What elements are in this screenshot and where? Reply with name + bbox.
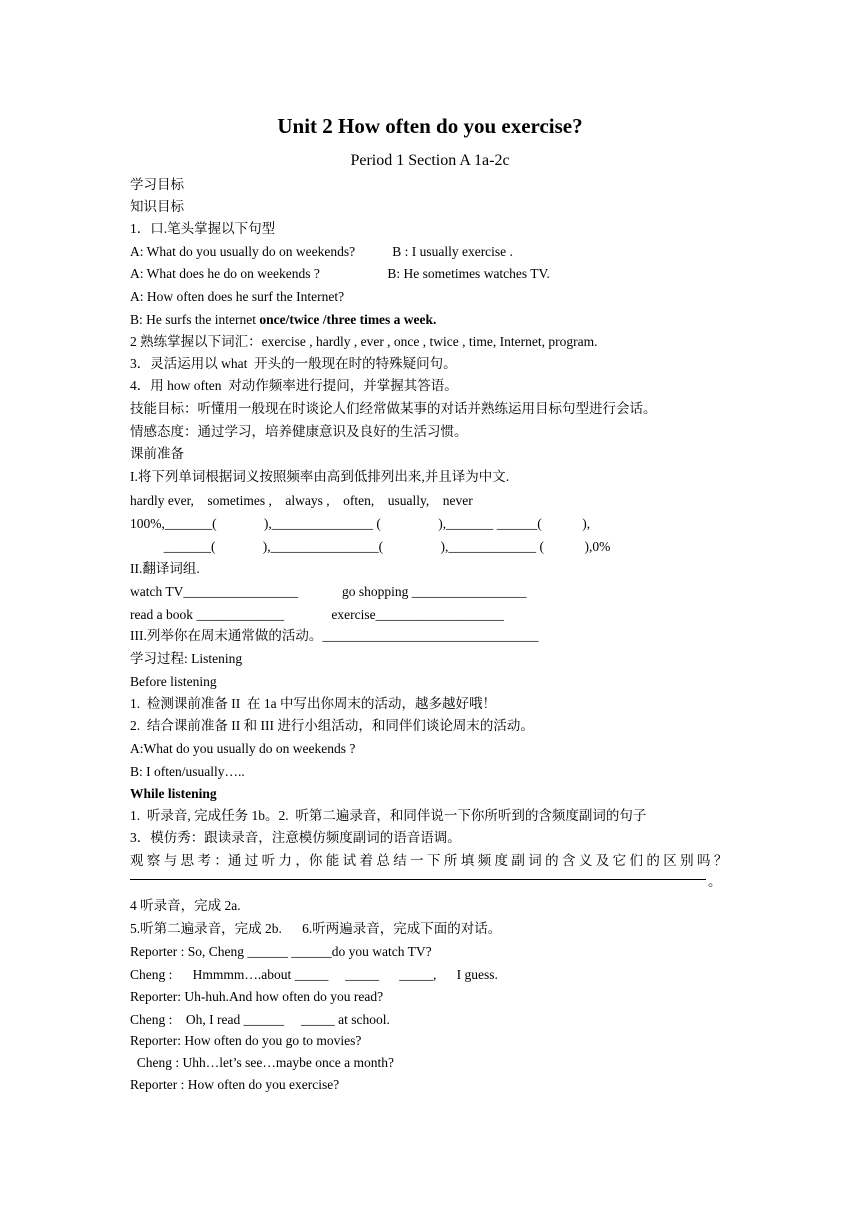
goal-item-3: 3．灵活运用以 what 开头的一般现在时的特殊疑问句。 bbox=[130, 356, 457, 371]
goal-item-2: 2 熟练掌握以下词汇：exercise , hardly , ever , once , twice , time, Internet, program. bbox=[130, 334, 598, 349]
dialogue-b: B: I often/usually….. bbox=[130, 764, 245, 779]
goal-item-1: 1．口.笔头掌握以下句型 bbox=[130, 221, 276, 236]
sentence-pattern-3: A: How often does he surf the Internet? bbox=[130, 289, 345, 304]
exercise-1-words: hardly ever, sometimes , always , often, usually, never bbox=[130, 493, 473, 508]
sentence-pattern-4 bbox=[130, 312, 436, 328]
skill-goal: 技能目标：听懂用一般现在时谈论人们经常做某事的对话并熟练运用目标句型进行会话。 bbox=[130, 401, 657, 416]
dialogue-a: A:What do you usually do on weekends ? bbox=[130, 741, 356, 756]
answer-line-end-mark: 。 bbox=[708, 874, 722, 889]
heading-learning-goals: 学习目标 bbox=[130, 177, 184, 192]
heading-learning-process: 学习过程: Listening bbox=[130, 651, 243, 666]
heading-knowledge-goals: 知识目标 bbox=[130, 199, 184, 214]
answer-line bbox=[130, 879, 706, 880]
sentence-pattern-2: A: What does he do on weekends ? B: He sometimes watches TV. bbox=[130, 266, 550, 281]
attitude-goal: 情感态度：通过学习，培养健康意识及良好的生活习惯。 bbox=[130, 424, 468, 439]
heading-preview: 课前准备 bbox=[130, 446, 184, 461]
conversation-line-1: Reporter : So, Cheng ______ ______do you watch TV? bbox=[130, 944, 432, 959]
exercise-1-blanks-row-1: 100%,_______( ),_______________ ( ),_______ ______( ), bbox=[130, 516, 591, 531]
exercise-1-blanks-row-2: _______( ),________________( ),_____________ ( ),0% bbox=[130, 539, 611, 554]
heading-before-listening: Before listening bbox=[130, 674, 217, 689]
conversation-line-7: Reporter : How often do you exercise? bbox=[130, 1077, 340, 1092]
conversation-line-3: Reporter: Uh-huh.And how often do you read? bbox=[130, 989, 384, 1004]
while-listening-steps-5-6: 5.听第二遍录音，完成 2b. 6.听两遍录音，完成下面的对话。 bbox=[130, 921, 502, 936]
before-listening-step-1: 1. 检测课前准备 II 在 1a 中写出你周末的活动，越多越好哦！ bbox=[130, 696, 496, 711]
page-title: Unit 2 How often do you exercise? bbox=[277, 114, 583, 138]
conversation-line-4: Cheng : Oh, I read ______ _____ at school. bbox=[130, 1012, 390, 1027]
conversation-line-6: Cheng : Uhh…let’s see…maybe once a month? bbox=[130, 1055, 394, 1070]
exercise-3-instruction: III.列举你在周末通常做的活动。________________________________ bbox=[130, 628, 539, 643]
page-subtitle: Period 1 Section A 1a-2c bbox=[350, 152, 510, 169]
conversation-line-5: Reporter: How often do you go to movies? bbox=[130, 1033, 362, 1048]
while-listening-step-4: 4 听录音，完成 2a. bbox=[130, 898, 241, 913]
goal-item-4: 4．用 how often 对动作频率进行提问，并掌握其答语。 bbox=[130, 378, 458, 393]
conversation-line-2: Cheng : Hmmmm….about _____ _____ _____, I guess. bbox=[130, 967, 498, 982]
while-listening-steps-1-2: 1. 听录音, 完成任务 1b。2. 听第二遍录音，和同伴说一下你所听到的含频度副词的句子 bbox=[130, 808, 647, 823]
before-listening-step-2: 2. 结合课前准备 II 和 III 进行小组活动，和同伴们谈论周末的活动。 bbox=[130, 718, 534, 733]
exercise-2-row-1: watch TV_________________ go shopping _________________ bbox=[130, 584, 527, 599]
sentence-pattern-4-text: B: He surfs the internet bbox=[130, 312, 260, 327]
sentence-pattern-1: A: What do you usually do on weekends? B : I usually exercise . bbox=[130, 244, 513, 259]
exercise-2-row-2: read a book _____________ exercise___________________ bbox=[130, 607, 504, 622]
exercise-1-instruction: I.将下列单词根据词义按照频率由高到低排列出来,并且译为中文. bbox=[130, 469, 510, 484]
sentence-pattern-4-bold: once/twice /three times a week. bbox=[259, 312, 437, 327]
observe-and-think: 观 察 与 思 考 ：通 过 听 力 ，你 能 试 着 总 结 一 下 所 填 频 度 副 词 的 含 义 及 它 们 的 区 别 吗 ？ bbox=[130, 853, 728, 868]
exercise-2-instruction: II.翻译词组. bbox=[130, 561, 200, 576]
while-listening-step-3: 3．模仿秀：跟读录音，注意模仿频度副词的语音语调。 bbox=[130, 830, 461, 845]
heading-while-listening: While listening bbox=[130, 786, 217, 801]
